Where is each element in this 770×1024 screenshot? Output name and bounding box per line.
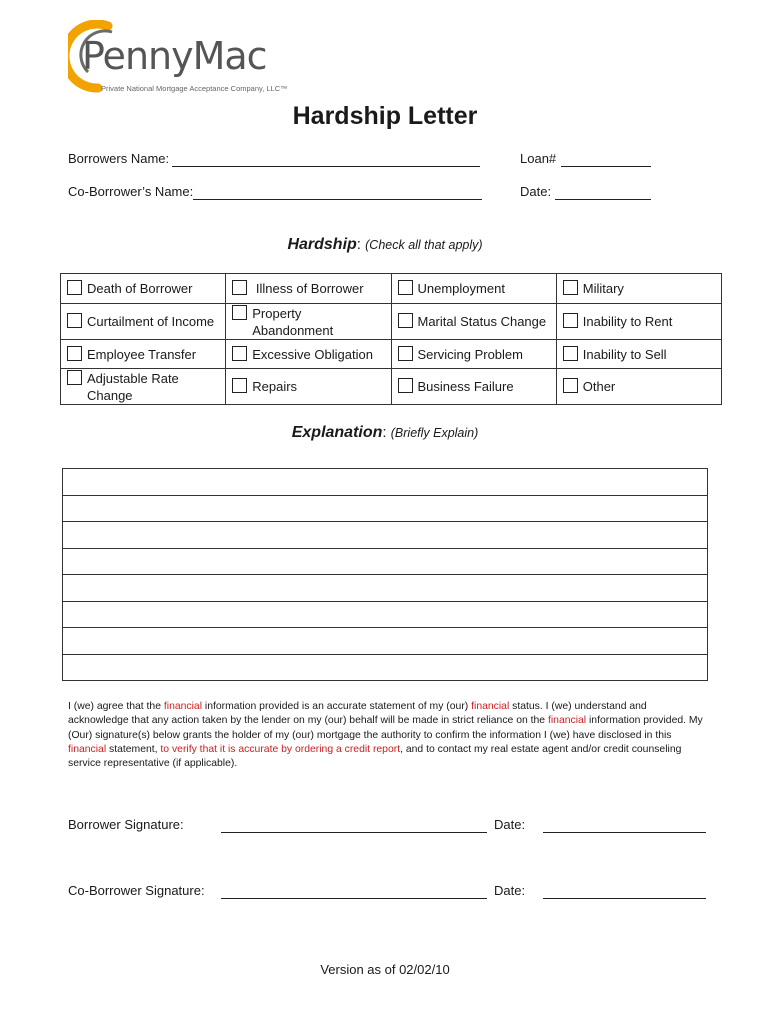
hardship-option[interactable]: Property Abandonment (232, 305, 384, 339)
hardship-option[interactable]: Illness of Borrower (232, 280, 384, 297)
hardship-heading: Hardship: (Check all that apply) (287, 236, 483, 253)
hardship-title: Hardship (287, 236, 357, 253)
hardship-option[interactable]: Other (563, 378, 715, 395)
page-title: Hardship Letter (292, 102, 478, 130)
checkbox[interactable] (563, 346, 578, 361)
hardship-option[interactable]: Death of Borrower (67, 280, 219, 297)
hardship-option[interactable]: Repairs (232, 378, 384, 395)
coborrower-name-field[interactable] (193, 199, 482, 200)
checkbox[interactable] (398, 346, 413, 361)
explanation-heading: Explanation: (Briefly Explain) (291, 424, 479, 441)
explanation-title: Explanation (291, 424, 383, 441)
explanation-line[interactable] (63, 654, 708, 681)
coborrower-date-label: Date: (494, 883, 526, 898)
hardship-options-grid (60, 273, 722, 405)
explanation-line[interactable] (63, 522, 708, 549)
loan-number-field[interactable] (561, 166, 651, 167)
checkbox[interactable] (232, 346, 247, 361)
checkbox[interactable] (398, 313, 413, 328)
explanation-line[interactable] (63, 575, 708, 602)
checkbox[interactable] (67, 280, 82, 295)
checkbox[interactable] (232, 378, 247, 393)
explanation-line[interactable] (63, 601, 708, 628)
checkbox[interactable] (398, 280, 413, 295)
coborrower-name-label: Co-Borrower’s Name: (68, 184, 194, 199)
explanation-line[interactable] (63, 495, 708, 522)
checkbox[interactable] (563, 313, 578, 328)
hardship-option[interactable]: Inability to Rent (563, 313, 715, 330)
checkbox[interactable] (67, 346, 82, 361)
coborrower-signature-label: Co-Borrower Signature: (68, 883, 205, 898)
checkbox[interactable] (67, 370, 82, 385)
checkbox[interactable] (232, 305, 247, 320)
hardship-option[interactable]: Military (563, 280, 715, 297)
explanation-line[interactable] (63, 628, 708, 655)
hardship-option[interactable]: Business Failure (398, 378, 550, 395)
hardship-option[interactable]: Adjustable Rate Change (67, 370, 219, 404)
explanation-line[interactable] (63, 469, 708, 496)
hardship-option[interactable]: Unemployment (398, 280, 550, 297)
hardship-option[interactable]: Inability to Sell (563, 346, 715, 363)
logo-subtitle: Private National Mortgage Acceptance Company, LLC™ (101, 84, 288, 93)
coborrower-date-field[interactable] (543, 898, 706, 899)
borrower-signature-field[interactable] (221, 832, 487, 833)
logo-wordmark: PennyMac (82, 34, 267, 78)
explanation-line[interactable] (63, 548, 708, 575)
version-footer: Version as of 02/02/10 (320, 962, 450, 977)
checkbox[interactable] (563, 280, 578, 295)
coborrower-signature-field[interactable] (221, 898, 487, 899)
borrower-name-field[interactable] (172, 166, 480, 167)
explanation-box[interactable] (62, 468, 708, 681)
hardship-note: (Check all that apply) (365, 238, 483, 252)
date-label: Date: (520, 184, 552, 199)
checkbox[interactable] (563, 378, 578, 393)
hardship-option[interactable]: Servicing Problem (398, 346, 550, 363)
hardship-option[interactable]: Excessive Obligation (232, 346, 384, 363)
date-field[interactable] (555, 199, 651, 200)
pennymac-logo (68, 20, 288, 100)
hardship-option[interactable]: Employee Transfer (67, 346, 219, 363)
hardship-option[interactable]: Curtailment of Income (67, 313, 219, 330)
agreement-paragraph: I (we) agree that the financial information provided is an accurate statement of my (our) financial status. I (we) understand and acknowledge that any action taken by the lender on my (our) behalf will be made in strict reliance on the financial information provided. My (Our) signature(s) below grants the holder of my (our) mortgage the authority to confirm the information I (we) have disclosed in this financial statement, to verify that it is accurate by ordering a credit report, and to contact my real estate agent and/or credit counseling service representative (if applicable). (68, 701, 703, 770)
borrower-name-label: Borrowers Name: (68, 151, 170, 166)
hardship-option[interactable]: Marital Status Change (398, 313, 550, 330)
explanation-note: (Briefly Explain) (390, 426, 479, 440)
loan-label: Loan# (520, 151, 557, 166)
borrower-date-label: Date: (494, 817, 526, 832)
borrower-signature-label: Borrower Signature: (68, 817, 184, 832)
checkbox[interactable] (398, 378, 413, 393)
borrower-date-field[interactable] (543, 832, 706, 833)
checkbox[interactable] (67, 313, 82, 328)
checkbox[interactable] (232, 280, 247, 295)
